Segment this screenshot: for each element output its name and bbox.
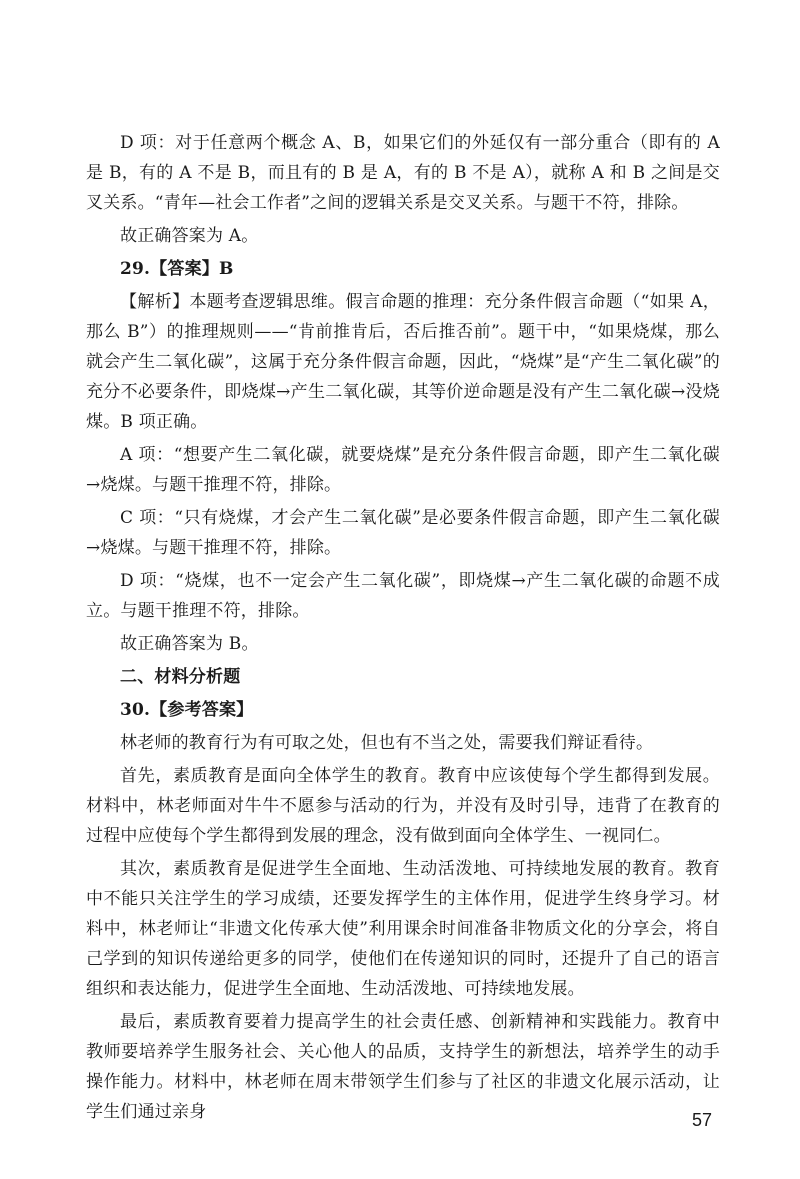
paragraph: 最后，素质教育要着力提高学生的社会责任感、创新精神和实践能力。教育中教师要培养学生服务社会、关心他人的品质，支持学生的新想法，培养学生的动手操作能力。材料中，林老师在周末带领学生们参与了社区的非遗文化展示活动，让学生们通过亲身 xyxy=(86,1012,720,1122)
answer-heading: 29.【答案】B xyxy=(120,259,234,279)
page-number: 57 xyxy=(691,1110,712,1130)
section-heading: 二、材料分析题 xyxy=(120,667,241,687)
paragraph: 【解析】本题考查逻辑思维。假言命题的推理：充分条件假言命题（“如果 A，那么 B”）的推理规则——“肯前推肯后，否后推否前”。题干中，“如果烧煤，那么就会产生二氧化碳”，这属于充分条件假言命题，因此，“烧煤”是“产生二氧化碳”的充分不必要条件，即烧煤→产生二氧化碳，其等价逆命题是没有产生二氧化碳→没烧煤。B 项正确。 xyxy=(86,292,720,432)
paragraph: D 项：“烧煤，也不一定会产生二氧化碳”，即烧煤→产生二氧化碳的命题不成立。与题干推理不符，排除。 xyxy=(86,571,720,621)
paragraph: 故正确答案为 A。 xyxy=(120,226,259,246)
paragraph: C 项：“只有烧煤，才会产生二氧化碳”是必要条件假言命题，即产生二氧化碳→烧煤。与题干推理不符，排除。 xyxy=(86,508,720,558)
answer-heading: 30.【参考答案】 xyxy=(120,700,254,720)
paragraph: 首先，素质教育是面向全体学生的教育。教育中应该使每个学生都得到发展。材料中，林老师面对牛牛不愿参与活动的行为，并没有及时引导，违背了在教育的过程中应使每个学生都得到发展的理念，没有做到面向全体学生、一视同仁。 xyxy=(86,766,720,846)
paragraph: D 项：对于任意两个概念 A、B，如果它们的外延仅有一部分重合（即有的 A 是 B，有的 A 不是 B，而且有的 B 是 A，有的 B 不是 A），就称 A 和 B 之间是交叉关系。“青年—社会工作者”之间的逻辑关系是交叉关系。与题干不符，排除。 xyxy=(86,133,720,213)
paragraph: 其次，素质教育是促进学生全面地、生动活泼地、可持续地发展的教育。教育中不能只关注学生的学习成绩，还要发挥学生的主体作用，促进学生终身学习。材料中，林老师让“非遗文化传承大使”利用课余时间准备非物质文化的分享会，将自己学到的知识传递给更多的同学，使他们在传递知识的同时，还提升了自己的语言组织和表达能力，促进学生全面地、生动活泼地、可持续地发展。 xyxy=(86,859,720,999)
paragraph: 林老师的教育行为有可取之处，但也有不当之处，需要我们辩证看待。 xyxy=(120,733,654,753)
page-body xyxy=(86,128,720,1130)
paragraph: A 项：“想要产生二氧化碳，就要烧煤”是充分条件假言命题，即产生二氧化碳→烧煤。与题干推理不符，排除。 xyxy=(86,445,720,495)
paragraph: 故正确答案为 B。 xyxy=(120,634,259,654)
